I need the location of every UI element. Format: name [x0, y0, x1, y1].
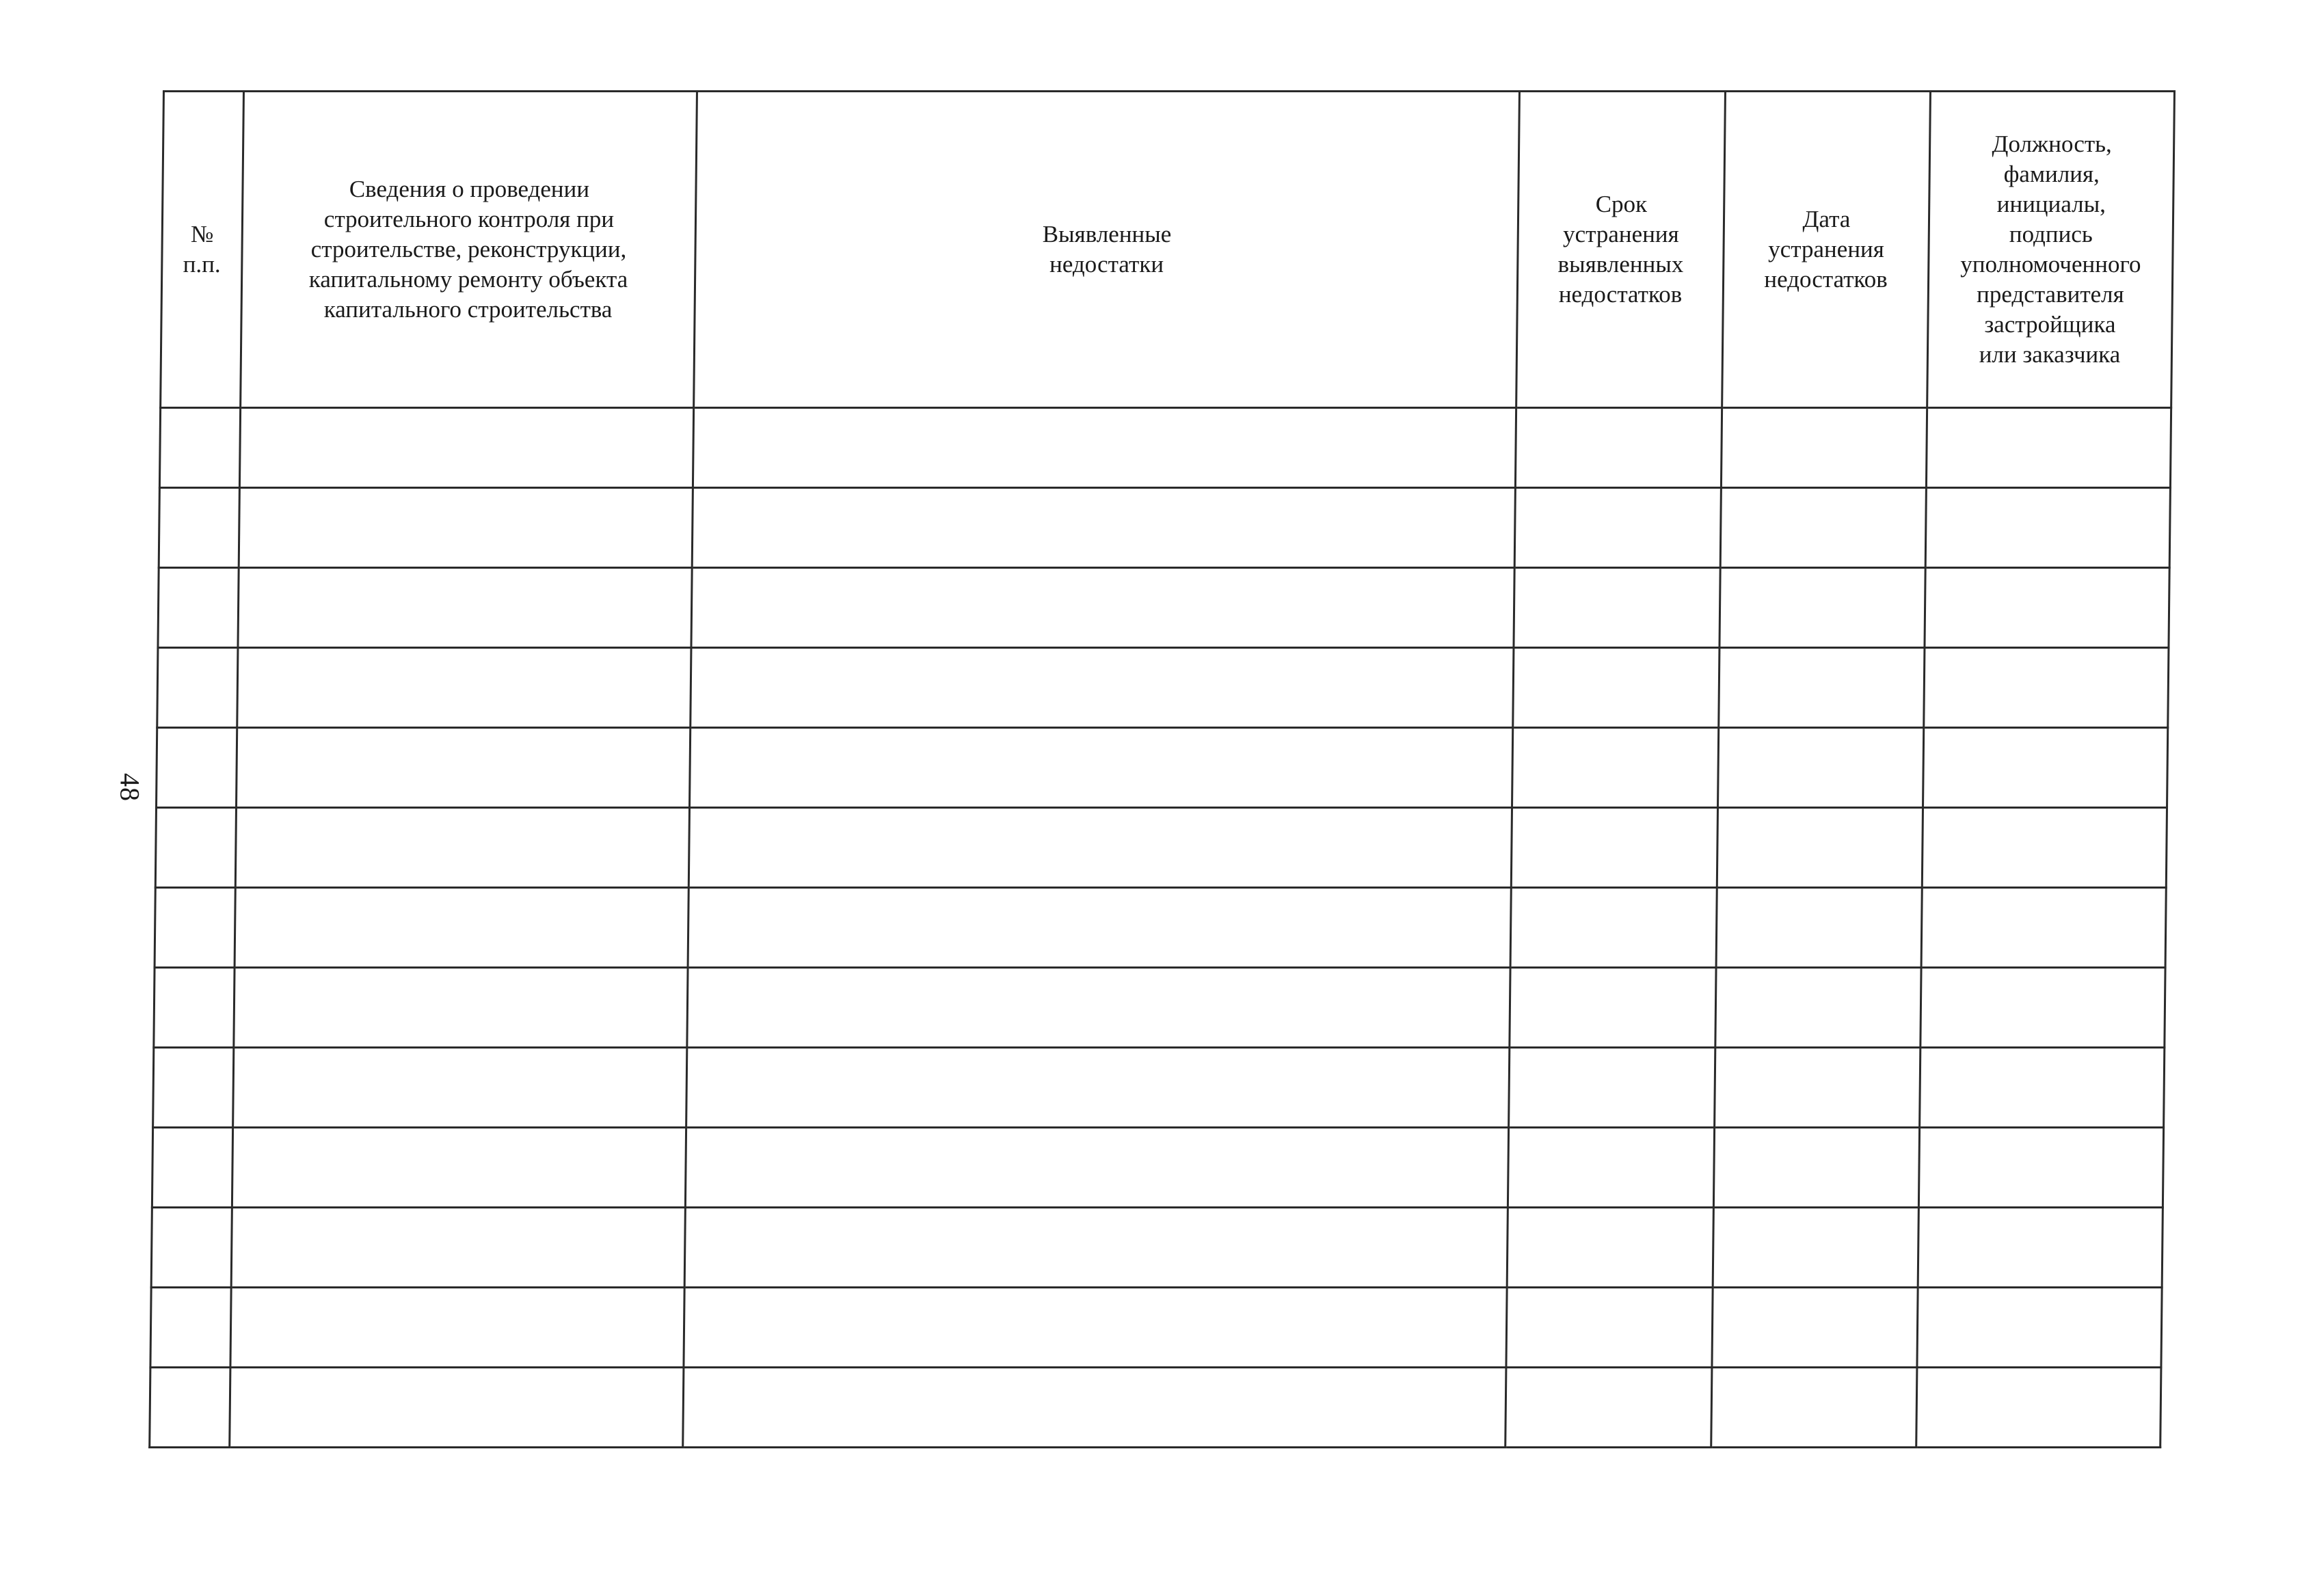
cell-control-info[interactable]	[235, 888, 688, 968]
cell-control-info[interactable]	[239, 488, 693, 568]
header-control-info-label: Сведения о проведении строительного контроля при строительстве, реконструкции, капитальному ремонту объекта капитального строительства	[308, 176, 628, 323]
cell-deadline[interactable]	[1512, 808, 1718, 888]
table-row	[158, 568, 2169, 648]
cell-defects[interactable]	[683, 1368, 1507, 1448]
cell-representative[interactable]	[1920, 1048, 2165, 1128]
cell-fix-date[interactable]	[1713, 1128, 1920, 1208]
page-number: 48	[114, 773, 146, 802]
cell-deadline[interactable]	[1510, 968, 1716, 1048]
cell-item-number[interactable]	[150, 1288, 231, 1368]
cell-fix-date[interactable]	[1719, 648, 1925, 728]
table-body	[150, 408, 2171, 1448]
table-row	[155, 888, 2166, 968]
cell-deadline[interactable]	[1508, 1208, 1714, 1288]
header-fix-date	[1722, 92, 1930, 408]
cell-fix-date[interactable]	[1715, 968, 1922, 1048]
cell-deadline[interactable]	[1516, 408, 1722, 488]
cell-defects[interactable]	[692, 488, 1516, 568]
cell-representative[interactable]	[1925, 568, 2169, 648]
cell-item-number[interactable]	[155, 888, 235, 968]
header-representative-label: Должность, фамилия, инициалы, подпись уполномоченного представителя застройщика или заказчика	[1960, 131, 2141, 368]
cell-fix-date[interactable]	[1712, 1288, 1918, 1368]
cell-control-info[interactable]	[230, 1368, 684, 1448]
table-row	[159, 408, 2171, 488]
cell-deadline[interactable]	[1515, 488, 1722, 568]
cell-control-info[interactable]	[231, 1208, 685, 1288]
cell-deadline[interactable]	[1508, 1128, 1715, 1208]
table-row	[150, 1288, 2162, 1368]
cell-fix-date[interactable]	[1719, 568, 1926, 648]
cell-control-info[interactable]	[239, 408, 693, 488]
table-row	[150, 1368, 2161, 1448]
cell-representative[interactable]	[1922, 808, 2167, 888]
table-row	[152, 1128, 2163, 1208]
cell-defects[interactable]	[690, 728, 1514, 808]
cell-control-info[interactable]	[232, 1128, 686, 1208]
cell-control-info[interactable]	[233, 1048, 687, 1128]
cell-representative[interactable]	[1927, 408, 2171, 488]
cell-fix-date[interactable]	[1717, 808, 1923, 888]
cell-deadline[interactable]	[1505, 1368, 1712, 1448]
cell-item-number[interactable]	[151, 1208, 232, 1288]
cell-representative[interactable]	[1925, 488, 2170, 568]
cell-representative[interactable]	[1923, 728, 2168, 808]
cell-fix-date[interactable]	[1713, 1208, 1919, 1288]
cell-defects[interactable]	[691, 568, 1515, 648]
table-row	[153, 1048, 2165, 1128]
header-defects	[694, 92, 1520, 408]
cell-item-number[interactable]	[159, 408, 240, 488]
cell-control-info[interactable]	[237, 648, 691, 728]
header-defects-label: Выявленные недостатки	[1042, 221, 1172, 278]
cell-defects[interactable]	[687, 968, 1511, 1048]
header-control-info	[241, 92, 697, 408]
table-row	[157, 728, 2168, 808]
cell-control-info[interactable]	[236, 728, 690, 808]
cell-control-info[interactable]	[238, 568, 692, 648]
cell-fix-date[interactable]	[1720, 488, 1927, 568]
cell-deadline[interactable]	[1513, 648, 1719, 728]
cell-representative[interactable]	[1916, 1368, 2161, 1448]
cell-fix-date[interactable]	[1711, 1368, 1918, 1448]
cell-control-info[interactable]	[230, 1288, 684, 1368]
cell-defects[interactable]	[693, 408, 1516, 488]
construction-control-log-table	[148, 90, 2176, 1448]
table-row	[157, 648, 2169, 728]
cell-deadline[interactable]	[1512, 728, 1719, 808]
cell-defects[interactable]	[688, 808, 1512, 888]
table-header-row	[161, 92, 2175, 408]
cell-item-number[interactable]	[159, 488, 239, 568]
cell-control-info[interactable]	[235, 808, 689, 888]
header-item-number	[161, 92, 244, 408]
cell-deadline[interactable]	[1506, 1288, 1713, 1368]
table-row	[151, 1208, 2163, 1288]
cell-representative[interactable]	[1920, 968, 2165, 1048]
cell-deadline[interactable]	[1511, 888, 1717, 968]
cell-control-info[interactable]	[234, 968, 688, 1048]
cell-representative[interactable]	[1921, 888, 2166, 968]
header-representative	[1927, 92, 2175, 408]
cell-item-number[interactable]	[154, 968, 235, 1048]
cell-defects[interactable]	[686, 1048, 1510, 1128]
cell-representative[interactable]	[1924, 648, 2169, 728]
cell-defects[interactable]	[688, 888, 1512, 968]
cell-item-number[interactable]	[157, 728, 237, 808]
cell-fix-date[interactable]	[1721, 408, 1927, 488]
cell-item-number[interactable]	[158, 568, 239, 648]
header-item-number-label: № п.п.	[183, 221, 221, 278]
cell-defects[interactable]	[684, 1208, 1508, 1288]
header-deadline	[1516, 92, 1725, 408]
cell-item-number[interactable]	[150, 1368, 230, 1448]
cell-defects[interactable]	[685, 1128, 1509, 1208]
table-row	[155, 808, 2167, 888]
cell-representative[interactable]	[1918, 1208, 2163, 1288]
cell-deadline[interactable]	[1509, 1048, 1715, 1128]
cell-item-number[interactable]	[157, 648, 238, 728]
header-deadline-label: Срок устранения выявленных недостатков	[1557, 191, 1684, 308]
cell-item-number[interactable]	[155, 808, 236, 888]
table-row	[159, 488, 2170, 568]
cell-representative[interactable]	[1917, 1288, 2162, 1368]
header-fix-date-label: Дата устранения недостатков	[1764, 206, 1888, 293]
cell-defects[interactable]	[691, 648, 1514, 728]
cell-fix-date[interactable]	[1717, 728, 1924, 808]
cell-defects[interactable]	[684, 1288, 1508, 1368]
cell-deadline[interactable]	[1514, 568, 1720, 648]
cell-fix-date[interactable]	[1716, 888, 1923, 968]
cell-representative[interactable]	[1919, 1128, 2164, 1208]
cell-item-number[interactable]	[153, 1048, 234, 1128]
cell-item-number[interactable]	[152, 1128, 232, 1208]
table-row	[154, 968, 2165, 1048]
cell-fix-date[interactable]	[1714, 1048, 1920, 1128]
